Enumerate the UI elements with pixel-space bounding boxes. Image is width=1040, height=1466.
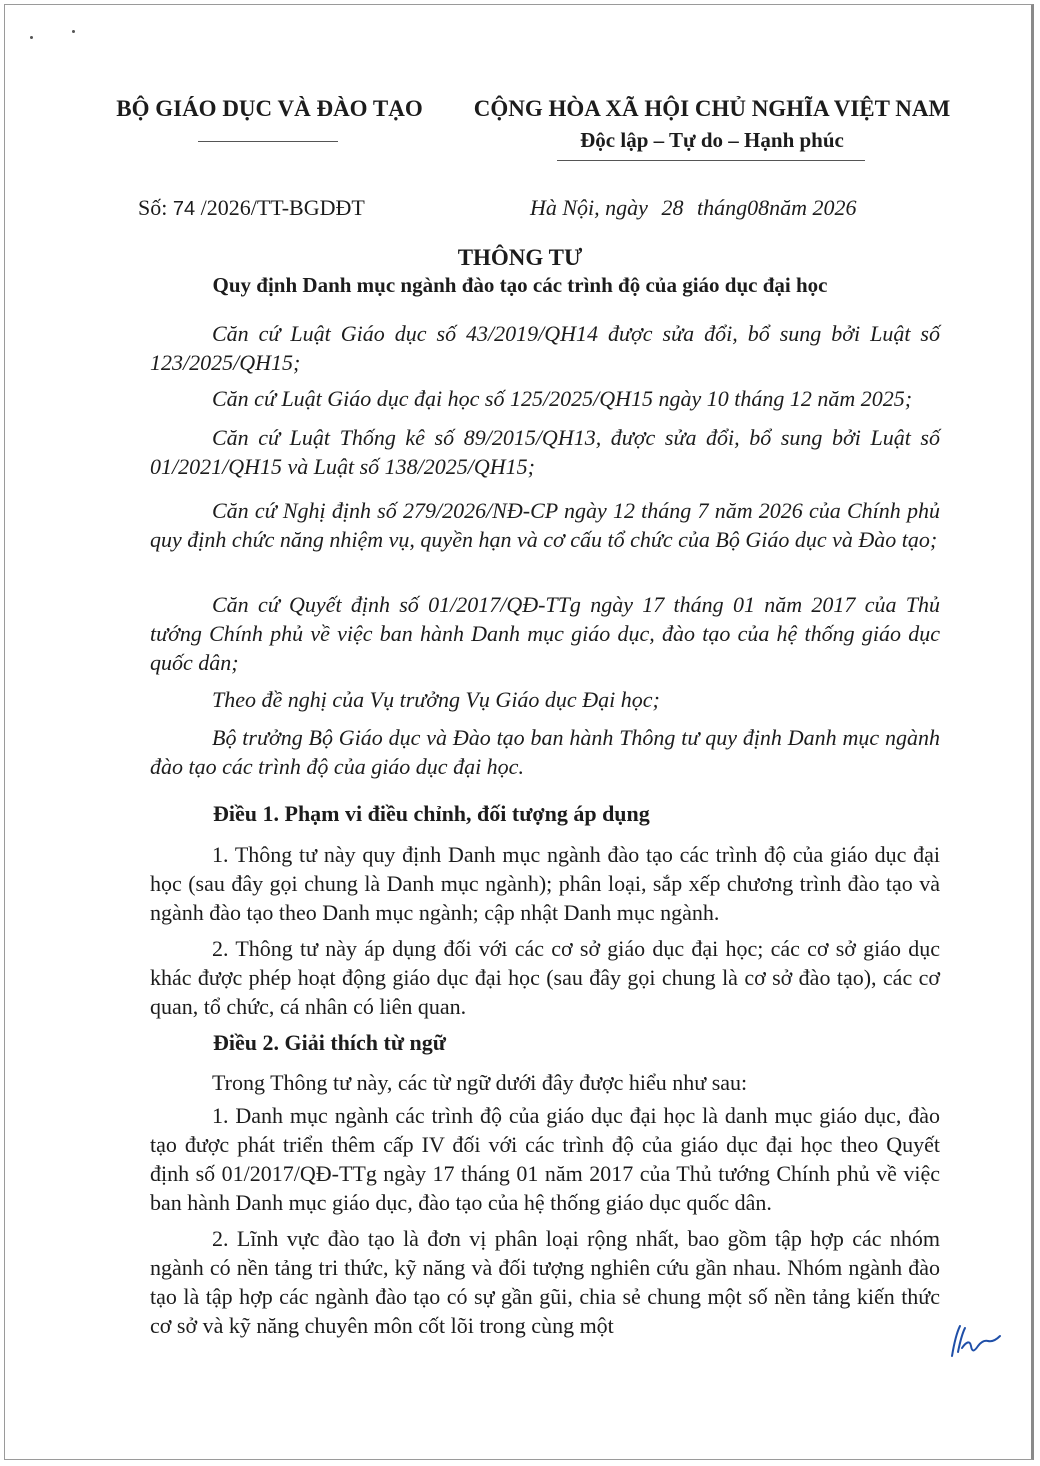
date-day: 28 bbox=[661, 195, 684, 220]
document-number bbox=[138, 195, 365, 221]
scan-speck bbox=[72, 30, 75, 33]
ministry-name: BỘ GIÁO DỤC VÀ ĐÀO TẠO bbox=[116, 96, 423, 121]
article-1-heading: Điều 1. Phạm vi điều chỉnh, đối tượng áp dụng bbox=[213, 801, 650, 826]
article-2-clause-1: 1. Danh mục ngành các trình độ của giáo dục đại học là danh mục giáo dục, đào tạo được phát triển thêm cấp IV đối với các trình độ của giáo dục đại học theo Quyết định số 01/2017/QĐ-TTg ngày 17 tháng 01 năm 2017 của Thủ tướng Chính phủ về việc ban hành Danh mục giáo dục, đào tạo của hệ thống giáo dục quốc dân. bbox=[150, 1103, 940, 1215]
issue-date bbox=[530, 195, 856, 221]
document-subject: Quy định Danh mục ngành đào tạo các trình độ của giáo dục đại học bbox=[212, 273, 828, 297]
legal-basis-1: Căn cứ Luật Giáo dục số 43/2019/QH14 được sửa đổi, bổ sung bởi Luật số 123/2025/QH15; bbox=[150, 321, 940, 375]
ministry-underline bbox=[198, 141, 338, 142]
article-1-clause-1: 1. Thông tư này quy định Danh mục ngành đào tạo các trình độ của giáo dục đại học (sau đây gọi chung là Danh mục ngành); phân loại, sắp xếp chương trình đào tạo và ngành đào tạo theo Danh mục ngành; cập nhật Danh mục ngành. bbox=[150, 842, 940, 925]
number-suffix: /2026/TT-BGDĐT bbox=[200, 195, 365, 220]
scan-speck bbox=[30, 36, 33, 39]
article-2-heading: Điều 2. Giải thích từ ngữ bbox=[213, 1030, 446, 1055]
handwritten-initials-icon bbox=[944, 1322, 1004, 1362]
national-motto: Độc lập – Tự do – Hạnh phúc bbox=[580, 128, 844, 152]
legal-basis-2: Căn cứ Luật Giáo dục đại học số 125/2025/QH15 ngày 10 tháng 12 năm 2025; bbox=[212, 386, 913, 411]
article-2-clause-2: 2. Lĩnh vực đào tạo là đơn vị phân loại rộng nhất, bao gồm tập hợp các nhóm ngành có nền tảng tri thức, kỹ năng và đối tượng nghiên cứu gần nhau. Nhóm ngành đào tạo là tập hợp các ngành đào tạo có sự gần gũi, chia sẻ chung một số nền tảng kiến thức cơ sở và kỹ năng chuyên môn cốt lõi trong cùng một bbox=[150, 1226, 940, 1338]
date-year: năm 2026 bbox=[769, 195, 857, 220]
article-2-intro: Trong Thông tư này, các từ ngữ dưới đây được hiểu như sau: bbox=[212, 1070, 748, 1095]
date-prefix: Hà Nội, ngày bbox=[530, 195, 648, 220]
legal-basis-3: Căn cứ Luật Thống kê số 89/2015/QH13, được sửa đổi, bổ sung bởi Luật số 01/2021/QH15 và Luật số 138/2025/QH15; bbox=[150, 425, 940, 479]
article-1-clause-2: 2. Thông tư này áp dụng đối với các cơ sở giáo dục đại học; các cơ sở giáo dục khác được phép hoạt động giáo dục đại học (sau đây gọi chung là cơ sở đào tạo), các cơ quan, tổ chức, cá nhân có liên quan. bbox=[150, 936, 940, 1019]
number-value: 74 bbox=[172, 198, 196, 220]
legal-basis-5: Căn cứ Quyết định số 01/2017/QĐ-TTg ngày 17 tháng 01 năm 2017 của Thủ tướng Chính phủ về việc ban hành Danh mục giáo dục, đào tạo của hệ thống giáo dục quốc dân; bbox=[150, 592, 940, 675]
document-type: THÔNG TƯ bbox=[457, 245, 583, 270]
date-month: 08 bbox=[747, 195, 770, 220]
legal-basis-7: Bộ trưởng Bộ Giáo dục và Đào tạo ban hành Thông tư quy định Danh mục ngành đào tạo các trình độ của giáo dục đại học. bbox=[150, 725, 940, 779]
legal-basis-6: Theo đề nghị của Vụ trưởng Vụ Giáo dục Đại học; bbox=[212, 687, 660, 712]
date-month-label: tháng bbox=[696, 195, 748, 220]
country-name: CỘNG HÒA XÃ HỘI CHỦ NGHĨA VIỆT NAM bbox=[473, 96, 951, 121]
legal-basis-4: Căn cứ Nghị định số 279/2026/NĐ-CP ngày 12 tháng 7 năm 2026 của Chính phủ quy định chức năng nhiệm vụ, quyền hạn và cơ cấu tổ chức của Bộ Giáo dục và Đào tạo; bbox=[150, 498, 940, 552]
number-prefix: Số: bbox=[138, 195, 168, 220]
motto-underline bbox=[557, 160, 865, 161]
